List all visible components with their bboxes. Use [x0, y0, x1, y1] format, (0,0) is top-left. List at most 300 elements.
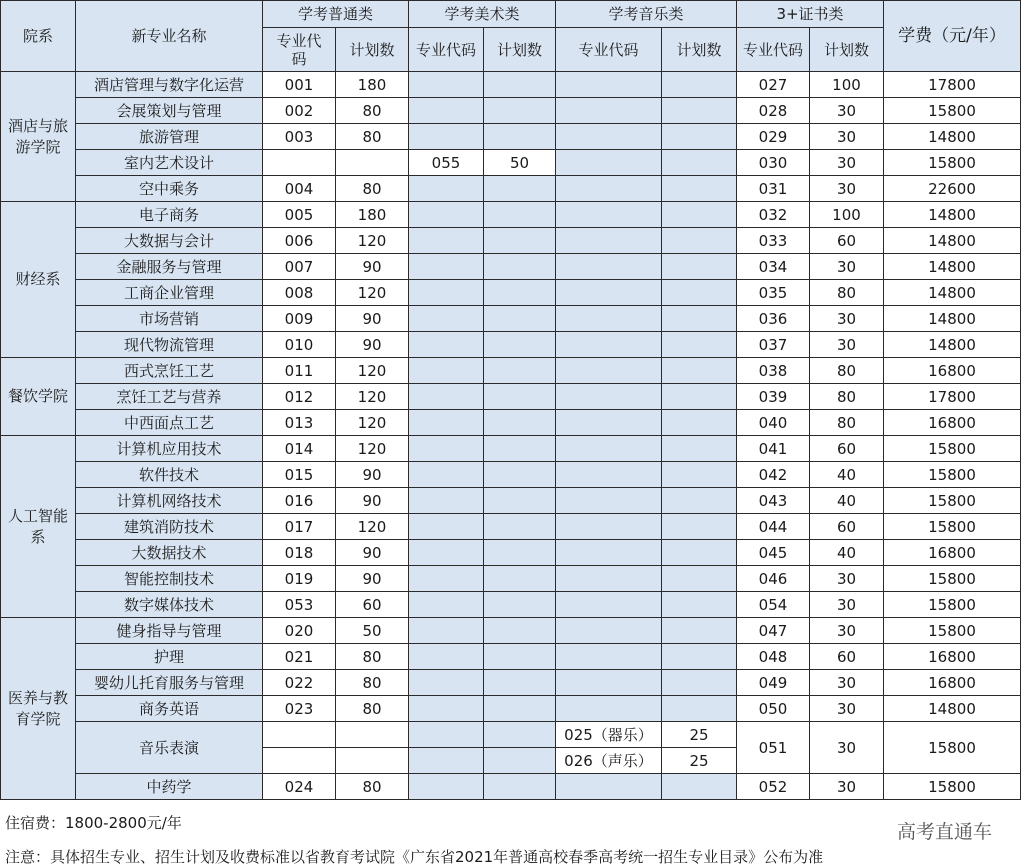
- art-code: [409, 306, 484, 332]
- table-row: [1, 566, 1021, 592]
- general-plan: 80: [336, 774, 409, 800]
- art-code: [409, 228, 484, 254]
- cert-code: 038: [737, 358, 810, 384]
- cert-plan: 100: [810, 72, 884, 98]
- tuition-fee: 15800: [884, 618, 1021, 644]
- dept-name: 医养与教育学院: [1, 618, 76, 800]
- header-fee: 学费（元/年）: [884, 1, 1021, 72]
- music-code: [556, 540, 662, 566]
- art-code: [409, 332, 484, 358]
- art-plan: [484, 488, 556, 514]
- major-name: 现代物流管理: [76, 332, 263, 358]
- art-code: [409, 514, 484, 540]
- cert-code: 039: [737, 384, 810, 410]
- music-code: [556, 696, 662, 722]
- cert-code: 027: [737, 72, 810, 98]
- music-plan: [662, 488, 737, 514]
- general-plan: 90: [336, 488, 409, 514]
- cert-code: 032: [737, 202, 810, 228]
- art-code: [409, 436, 484, 462]
- cert-code: 030: [737, 150, 810, 176]
- music-plan: [662, 384, 737, 410]
- art-plan: [484, 592, 556, 618]
- art-code: [409, 592, 484, 618]
- cert-plan: 30: [810, 618, 884, 644]
- tuition-fee: 16800: [884, 540, 1021, 566]
- header-art-code: 专业代码: [409, 28, 484, 72]
- header-dept: 院系: [1, 1, 76, 72]
- major-name: 室内艺术设计: [76, 150, 263, 176]
- cert-code: 048: [737, 644, 810, 670]
- art-code: [409, 72, 484, 98]
- music-code: [556, 228, 662, 254]
- tuition-fee: 22600: [884, 176, 1021, 202]
- major-name: 大数据技术: [76, 540, 263, 566]
- table-row: [1, 410, 1021, 436]
- art-plan: [484, 98, 556, 124]
- tuition-fee: 16800: [884, 670, 1021, 696]
- cert-plan: 60: [810, 228, 884, 254]
- cert-plan: 60: [810, 436, 884, 462]
- cert-code: 052: [737, 774, 810, 800]
- dept-name: 餐饮学院: [1, 358, 76, 436]
- music-plan: 25: [662, 748, 737, 774]
- cert-plan: 80: [810, 384, 884, 410]
- table-row: [1, 774, 1021, 800]
- general-plan: 90: [336, 566, 409, 592]
- art-plan: 50: [484, 150, 556, 176]
- general-code: 003: [263, 124, 336, 150]
- cert-code: 035: [737, 280, 810, 306]
- table-row: [1, 280, 1021, 306]
- general-plan: 80: [336, 670, 409, 696]
- general-plan: 80: [336, 124, 409, 150]
- table-row: [1, 254, 1021, 280]
- cert-plan: 30: [810, 592, 884, 618]
- cert-plan: 40: [810, 540, 884, 566]
- general-code: 018: [263, 540, 336, 566]
- music-code: [556, 488, 662, 514]
- art-code: [409, 462, 484, 488]
- major-name: 计算机应用技术: [76, 436, 263, 462]
- table-row: [1, 98, 1021, 124]
- major-name: 商务英语: [76, 696, 263, 722]
- music-plan: [662, 150, 737, 176]
- music-code: [556, 514, 662, 540]
- header-art-plan: 计划数: [484, 28, 556, 72]
- cert-code: 046: [737, 566, 810, 592]
- general-plan: 90: [336, 306, 409, 332]
- music-code: [556, 384, 662, 410]
- table-row: [1, 540, 1021, 566]
- general-code: 009: [263, 306, 336, 332]
- header-group-art: 学考美术类: [409, 1, 556, 28]
- tuition-fee: 14800: [884, 228, 1021, 254]
- general-code: 004: [263, 176, 336, 202]
- music-code: [556, 150, 662, 176]
- music-plan: [662, 306, 737, 332]
- art-code: [409, 566, 484, 592]
- music-code: [556, 410, 662, 436]
- cert-code: 028: [737, 98, 810, 124]
- art-plan: [484, 462, 556, 488]
- tuition-fee: 15800: [884, 774, 1021, 800]
- dept-name: 酒店与旅游学院: [1, 72, 76, 202]
- table-row: [1, 644, 1021, 670]
- music-plan: [662, 98, 737, 124]
- major-name: 智能控制技术: [76, 566, 263, 592]
- general-plan: 60: [336, 592, 409, 618]
- cert-plan: 30: [810, 332, 884, 358]
- art-plan: [484, 618, 556, 644]
- art-plan: [484, 384, 556, 410]
- general-code: 011: [263, 358, 336, 384]
- tuition-fee: 15800: [884, 462, 1021, 488]
- cert-plan: 80: [810, 358, 884, 384]
- music-plan: [662, 72, 737, 98]
- dept-name: 人工智能系: [1, 436, 76, 618]
- tuition-fee: 16800: [884, 410, 1021, 436]
- cert-code: 033: [737, 228, 810, 254]
- music-code: [556, 72, 662, 98]
- table-row: [1, 202, 1021, 228]
- music-plan: [662, 436, 737, 462]
- art-plan: [484, 644, 556, 670]
- cert-plan: 30: [810, 176, 884, 202]
- major-name: 市场营销: [76, 306, 263, 332]
- music-plan: [662, 644, 737, 670]
- cert-plan: 30: [810, 774, 884, 800]
- cert-code: 040: [737, 410, 810, 436]
- music-code: [556, 592, 662, 618]
- cert-code: 047: [737, 618, 810, 644]
- major-name: 建筑消防技术: [76, 514, 263, 540]
- art-plan: [484, 748, 556, 774]
- cert-code: 051: [737, 722, 810, 774]
- general-code: 017: [263, 514, 336, 540]
- major-name: 电子商务: [76, 202, 263, 228]
- table-row: [1, 462, 1021, 488]
- header-group-music: 学考音乐类: [556, 1, 737, 28]
- tuition-fee: 15800: [884, 436, 1021, 462]
- major-name: 西式烹饪工艺: [76, 358, 263, 384]
- table-row: [1, 228, 1021, 254]
- music-code: 025（器乐）: [556, 722, 662, 748]
- art-plan: [484, 202, 556, 228]
- general-plan: 180: [336, 202, 409, 228]
- table-row: [1, 722, 1021, 748]
- art-plan: [484, 306, 556, 332]
- watermark: 高考直通车: [896, 821, 992, 843]
- table-row: [1, 384, 1021, 410]
- music-plan: [662, 566, 737, 592]
- general-code: 013: [263, 410, 336, 436]
- cert-code: 041: [737, 436, 810, 462]
- general-plan: 90: [336, 254, 409, 280]
- music-plan: [662, 514, 737, 540]
- general-plan: 80: [336, 696, 409, 722]
- general-plan: [336, 150, 409, 176]
- general-plan: 80: [336, 98, 409, 124]
- art-code: [409, 540, 484, 566]
- cert-code: 043: [737, 488, 810, 514]
- cert-plan: 30: [810, 670, 884, 696]
- general-plan: 90: [336, 540, 409, 566]
- tuition-fee: 14800: [884, 306, 1021, 332]
- cert-plan: 30: [810, 98, 884, 124]
- tuition-fee: 16800: [884, 644, 1021, 670]
- header-general-plan: 计划数: [336, 28, 409, 72]
- general-plan: 80: [336, 176, 409, 202]
- music-code: [556, 436, 662, 462]
- cert-code: 045: [737, 540, 810, 566]
- table-row: [1, 618, 1021, 644]
- music-code: [556, 462, 662, 488]
- major-name: 金融服务与管理: [76, 254, 263, 280]
- general-code: 015: [263, 462, 336, 488]
- table-row: [1, 436, 1021, 462]
- cert-plan: 30: [810, 696, 884, 722]
- music-plan: [662, 332, 737, 358]
- music-code: [556, 670, 662, 696]
- accommodation-fee-note: 住宿费：1800-2800元/年: [5, 814, 182, 832]
- music-plan: [662, 124, 737, 150]
- music-plan: [662, 696, 737, 722]
- general-plan: 180: [336, 72, 409, 98]
- art-code: [409, 254, 484, 280]
- art-code: [409, 670, 484, 696]
- cert-plan: 80: [810, 280, 884, 306]
- art-code: [409, 696, 484, 722]
- tuition-fee: 14800: [884, 124, 1021, 150]
- major-name: 音乐表演: [76, 722, 263, 774]
- general-plan: 120: [336, 228, 409, 254]
- tuition-fee: 14800: [884, 696, 1021, 722]
- general-code: 007: [263, 254, 336, 280]
- art-plan: [484, 722, 556, 748]
- music-plan: [662, 618, 737, 644]
- general-code: 020: [263, 618, 336, 644]
- tuition-fee: 17800: [884, 384, 1021, 410]
- general-code: 005: [263, 202, 336, 228]
- general-code: 002: [263, 98, 336, 124]
- art-plan: [484, 332, 556, 358]
- table-row: [1, 176, 1021, 202]
- general-code: [263, 150, 336, 176]
- major-name: 空中乘务: [76, 176, 263, 202]
- cert-code: 037: [737, 332, 810, 358]
- general-code: [263, 722, 336, 748]
- music-code: [556, 306, 662, 332]
- cert-code: 036: [737, 306, 810, 332]
- art-plan: [484, 670, 556, 696]
- music-plan: [662, 176, 737, 202]
- tuition-fee: 16800: [884, 358, 1021, 384]
- major-name: 健身指导与管理: [76, 618, 263, 644]
- general-code: 010: [263, 332, 336, 358]
- music-plan: [662, 774, 737, 800]
- general-plan: 120: [336, 358, 409, 384]
- general-code: [263, 748, 336, 774]
- music-plan: [662, 254, 737, 280]
- music-code: [556, 358, 662, 384]
- general-plan: [336, 722, 409, 748]
- art-plan: [484, 280, 556, 306]
- music-code: [556, 566, 662, 592]
- table-row: [1, 488, 1021, 514]
- cert-code: 034: [737, 254, 810, 280]
- tuition-fee: 15800: [884, 150, 1021, 176]
- table-row: [1, 670, 1021, 696]
- music-code: [556, 176, 662, 202]
- tuition-fee: 15800: [884, 566, 1021, 592]
- cert-plan: 60: [810, 514, 884, 540]
- art-code: [409, 176, 484, 202]
- major-name: 会展策划与管理: [76, 98, 263, 124]
- major-name: 计算机网络技术: [76, 488, 263, 514]
- tuition-fee: 15800: [884, 98, 1021, 124]
- major-name: 护理: [76, 644, 263, 670]
- art-plan: [484, 410, 556, 436]
- art-code: [409, 280, 484, 306]
- major-name: 数字媒体技术: [76, 592, 263, 618]
- tuition-fee: 14800: [884, 280, 1021, 306]
- general-plan: 120: [336, 436, 409, 462]
- art-code: 055: [409, 150, 484, 176]
- header-music-plan: 计划数: [662, 28, 737, 72]
- art-code: [409, 618, 484, 644]
- table-row: [1, 696, 1021, 722]
- major-name: 软件技术: [76, 462, 263, 488]
- music-code: [556, 124, 662, 150]
- cert-plan: 40: [810, 462, 884, 488]
- general-plan: 120: [336, 384, 409, 410]
- major-name: 工商企业管理: [76, 280, 263, 306]
- music-code: [556, 774, 662, 800]
- art-code: [409, 488, 484, 514]
- general-code: 016: [263, 488, 336, 514]
- general-code: 008: [263, 280, 336, 306]
- general-code: 019: [263, 566, 336, 592]
- general-code: 023: [263, 696, 336, 722]
- art-code: [409, 124, 484, 150]
- art-code: [409, 748, 484, 774]
- general-plan: 80: [336, 644, 409, 670]
- art-code: [409, 202, 484, 228]
- cert-plan: 30: [810, 124, 884, 150]
- general-code: 001: [263, 72, 336, 98]
- general-plan: 120: [336, 514, 409, 540]
- art-plan: [484, 176, 556, 202]
- tuition-fee: 17800: [884, 72, 1021, 98]
- music-plan: [662, 280, 737, 306]
- music-plan: [662, 670, 737, 696]
- table-row: [1, 150, 1021, 176]
- tuition-fee: 14800: [884, 202, 1021, 228]
- music-code: [556, 618, 662, 644]
- header-cert-code: 专业代码: [737, 28, 810, 72]
- general-code: 012: [263, 384, 336, 410]
- cert-code: 049: [737, 670, 810, 696]
- art-plan: [484, 774, 556, 800]
- art-code: [409, 384, 484, 410]
- tuition-fee: 14800: [884, 332, 1021, 358]
- music-plan: 25: [662, 722, 737, 748]
- art-plan: [484, 358, 556, 384]
- tuition-fee: 15800: [884, 514, 1021, 540]
- table-row: [1, 306, 1021, 332]
- art-code: [409, 774, 484, 800]
- header-general-code: 专业代码: [263, 28, 336, 72]
- art-plan: [484, 540, 556, 566]
- disclaimer-note: 注意：具体招生专业、招生计划及收费标准以省教育考试院《广东省2021年普通高校春季高考统一招生专业目录》公布为准: [5, 848, 824, 866]
- general-code: 021: [263, 644, 336, 670]
- major-name: 烹饪工艺与营养: [76, 384, 263, 410]
- table-row: [1, 592, 1021, 618]
- cert-plan: 80: [810, 410, 884, 436]
- header-group-cert: 3+证书类: [737, 1, 884, 28]
- cert-code: 031: [737, 176, 810, 202]
- cert-plan: 100: [810, 202, 884, 228]
- cert-code: 029: [737, 124, 810, 150]
- major-name: 酒店管理与数字化运营: [76, 72, 263, 98]
- music-plan: [662, 540, 737, 566]
- cert-plan: 30: [810, 150, 884, 176]
- art-code: [409, 410, 484, 436]
- cert-plan: 30: [810, 722, 884, 774]
- cert-code: 050: [737, 696, 810, 722]
- tuition-fee: 15800: [884, 722, 1021, 774]
- general-plan: 120: [336, 280, 409, 306]
- music-plan: [662, 462, 737, 488]
- cert-plan: 30: [810, 566, 884, 592]
- cert-code: 054: [737, 592, 810, 618]
- music-code: [556, 280, 662, 306]
- music-code: [556, 98, 662, 124]
- cert-plan: 30: [810, 254, 884, 280]
- general-plan: 90: [336, 332, 409, 358]
- music-plan: [662, 228, 737, 254]
- general-code: 053: [263, 592, 336, 618]
- tuition-fee: 15800: [884, 592, 1021, 618]
- cert-code: 042: [737, 462, 810, 488]
- general-code: 014: [263, 436, 336, 462]
- table-row: [1, 514, 1021, 540]
- cert-plan: 30: [810, 306, 884, 332]
- art-plan: [484, 566, 556, 592]
- dept-name: 财经系: [1, 202, 76, 358]
- general-plan: [336, 748, 409, 774]
- art-plan: [484, 124, 556, 150]
- general-code: 024: [263, 774, 336, 800]
- art-code: [409, 722, 484, 748]
- music-plan: [662, 202, 737, 228]
- major-name: 大数据与会计: [76, 228, 263, 254]
- tuition-fee: 14800: [884, 254, 1021, 280]
- major-name: 中西面点工艺: [76, 410, 263, 436]
- major-name: 婴幼儿托育服务与管理: [76, 670, 263, 696]
- music-code: 026（声乐）: [556, 748, 662, 774]
- table-row: [1, 124, 1021, 150]
- table-row: [1, 332, 1021, 358]
- tuition-fee: 15800: [884, 488, 1021, 514]
- header-group-general: 学考普通类: [263, 1, 409, 28]
- art-code: [409, 358, 484, 384]
- art-plan: [484, 436, 556, 462]
- music-code: [556, 644, 662, 670]
- general-plan: 120: [336, 410, 409, 436]
- cert-plan: 40: [810, 488, 884, 514]
